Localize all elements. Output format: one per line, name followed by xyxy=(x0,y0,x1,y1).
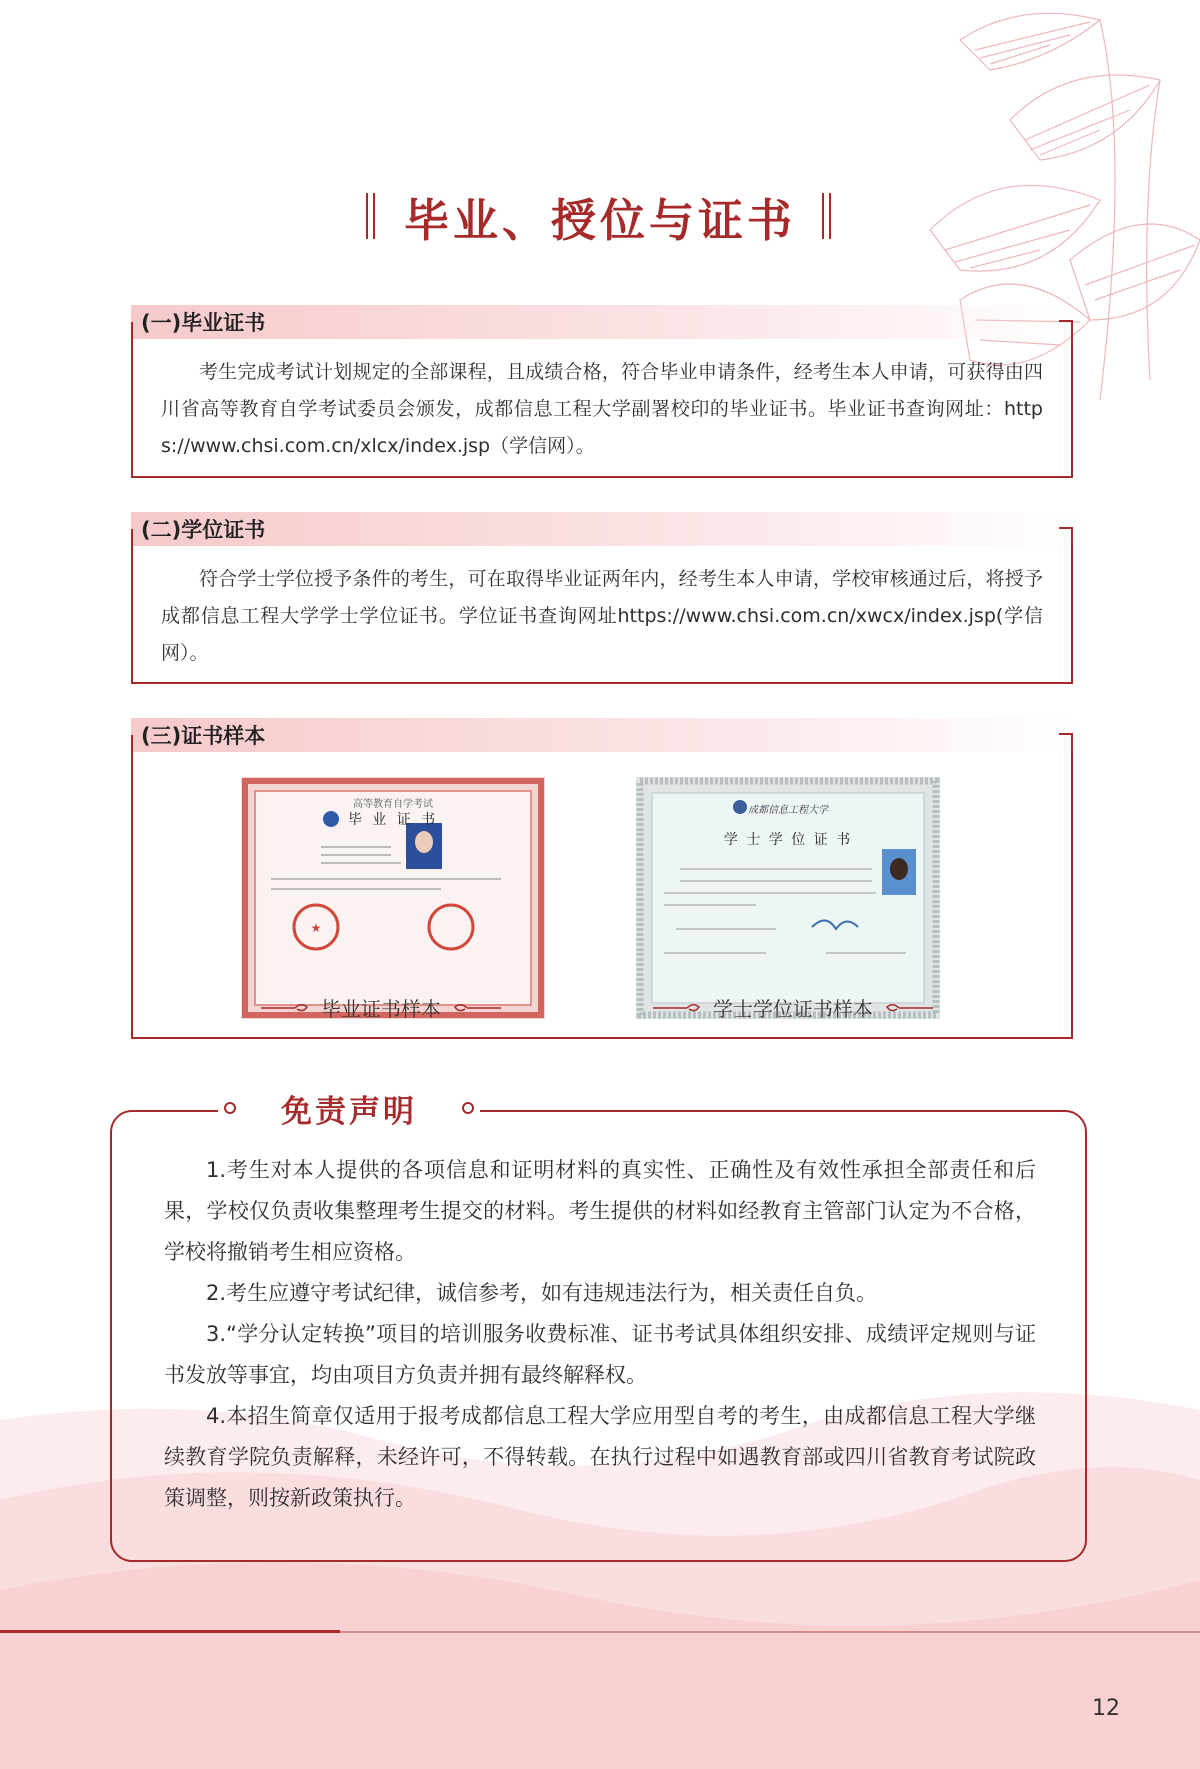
page-title: 毕业、授位与证书 xyxy=(403,193,796,247)
disclaimer-item: 2.考生应遵守考试纪律，诚信参考，如有违规违法行为，相关责任自负。 xyxy=(206,1281,878,1305)
svg-text:★: ★ xyxy=(310,921,322,935)
section-box-samples xyxy=(131,735,1073,1039)
footer-rule-dark xyxy=(0,1630,340,1633)
flourish-icon xyxy=(261,1001,311,1015)
graduation-certificate-image xyxy=(241,777,545,1019)
cert-subtitle: 高等教育自学考试 xyxy=(353,799,433,810)
disclaimer-item: 3.“学分认定转换”项目的培训服务收费标准、证书考试具体组织安排、成绩评定规则与证书发放等事宜，均由项目方负责并拥有最终解释权。 xyxy=(164,1322,1036,1387)
flourish-icon xyxy=(653,1001,703,1015)
page-title-area xyxy=(360,185,840,247)
degree-sample-caption: 学士学位证书样本 xyxy=(713,997,873,1021)
section-heading-degree: (二)学位证书 xyxy=(131,512,1081,546)
degree-cert-title: 学 士 学 位 证 书 xyxy=(723,832,853,848)
cert-title: 毕 业 证 书 xyxy=(347,812,439,828)
title-bracket-right xyxy=(822,193,834,239)
disclaimer-item: 1.考生对本人提供的各项信息和证明材料的真实性、正确性及有效性承担全部责任和后果，学校仅负责收集整理考生提交的材料。考生提供的材料如经教育主管部门认定为不合格，学校将撤销考生相应资格。 xyxy=(164,1158,1036,1264)
disclaimer-title-area xyxy=(218,1084,480,1132)
title-bracket-left xyxy=(366,193,378,239)
degree-sample-caption-area xyxy=(653,993,933,1022)
section-box-graduation xyxy=(131,322,1073,478)
section-heading-samples: (三)证书样本 xyxy=(131,718,1081,752)
degree-text: 符合学士学位授予条件的考生，可在取得毕业证两年内，经考生本人申请，学校审核通过后，将授予成都信息工程大学学士学位证书。学位证书查询网址https://www.chsi.com.cn/xwcx/index.jsp(学信网）。 xyxy=(161,568,1043,664)
section-heading-graduation: (一)毕业证书 xyxy=(131,305,1081,339)
section-box-degree xyxy=(131,529,1073,684)
graduation-text: 考生完成考试计划规定的全部课程，且成绩合格，符合毕业申请条件，经考生本人申请，可获得由四川省高等教育自学考试委员会颁发，成都信息工程大学副署校印的毕业证书。毕业证书查询网址：https://www.chsi.com.cn/xlcx/index.jsp（学信网）。 xyxy=(161,361,1043,457)
page-number: 12 xyxy=(1092,1696,1120,1721)
flourish-icon xyxy=(883,1001,933,1015)
dot-icon xyxy=(462,1102,474,1114)
graduation-sample-caption-area xyxy=(261,993,501,1022)
disclaimer-item: 4.本招生简章仅适用于报考成都信息工程大学应用型自考的考生，由成都信息工程大学继续教育学院负责解释，未经许可，不得转载。在执行过程中如遇教育部或四川省教育考试院政策调整，则按新政策执行。 xyxy=(164,1404,1036,1510)
disclaimer-items xyxy=(164,1150,1036,1519)
degree-certificate-image xyxy=(636,777,940,1019)
flourish-icon xyxy=(451,1001,501,1015)
dot-icon xyxy=(224,1102,236,1114)
footer-rule-light xyxy=(340,1631,1200,1633)
degree-cert-university: 成都信息工程大学 xyxy=(748,805,828,816)
disclaimer-title: 免责声明 xyxy=(281,1093,417,1130)
graduation-sample-caption: 毕业证书样本 xyxy=(321,997,441,1021)
